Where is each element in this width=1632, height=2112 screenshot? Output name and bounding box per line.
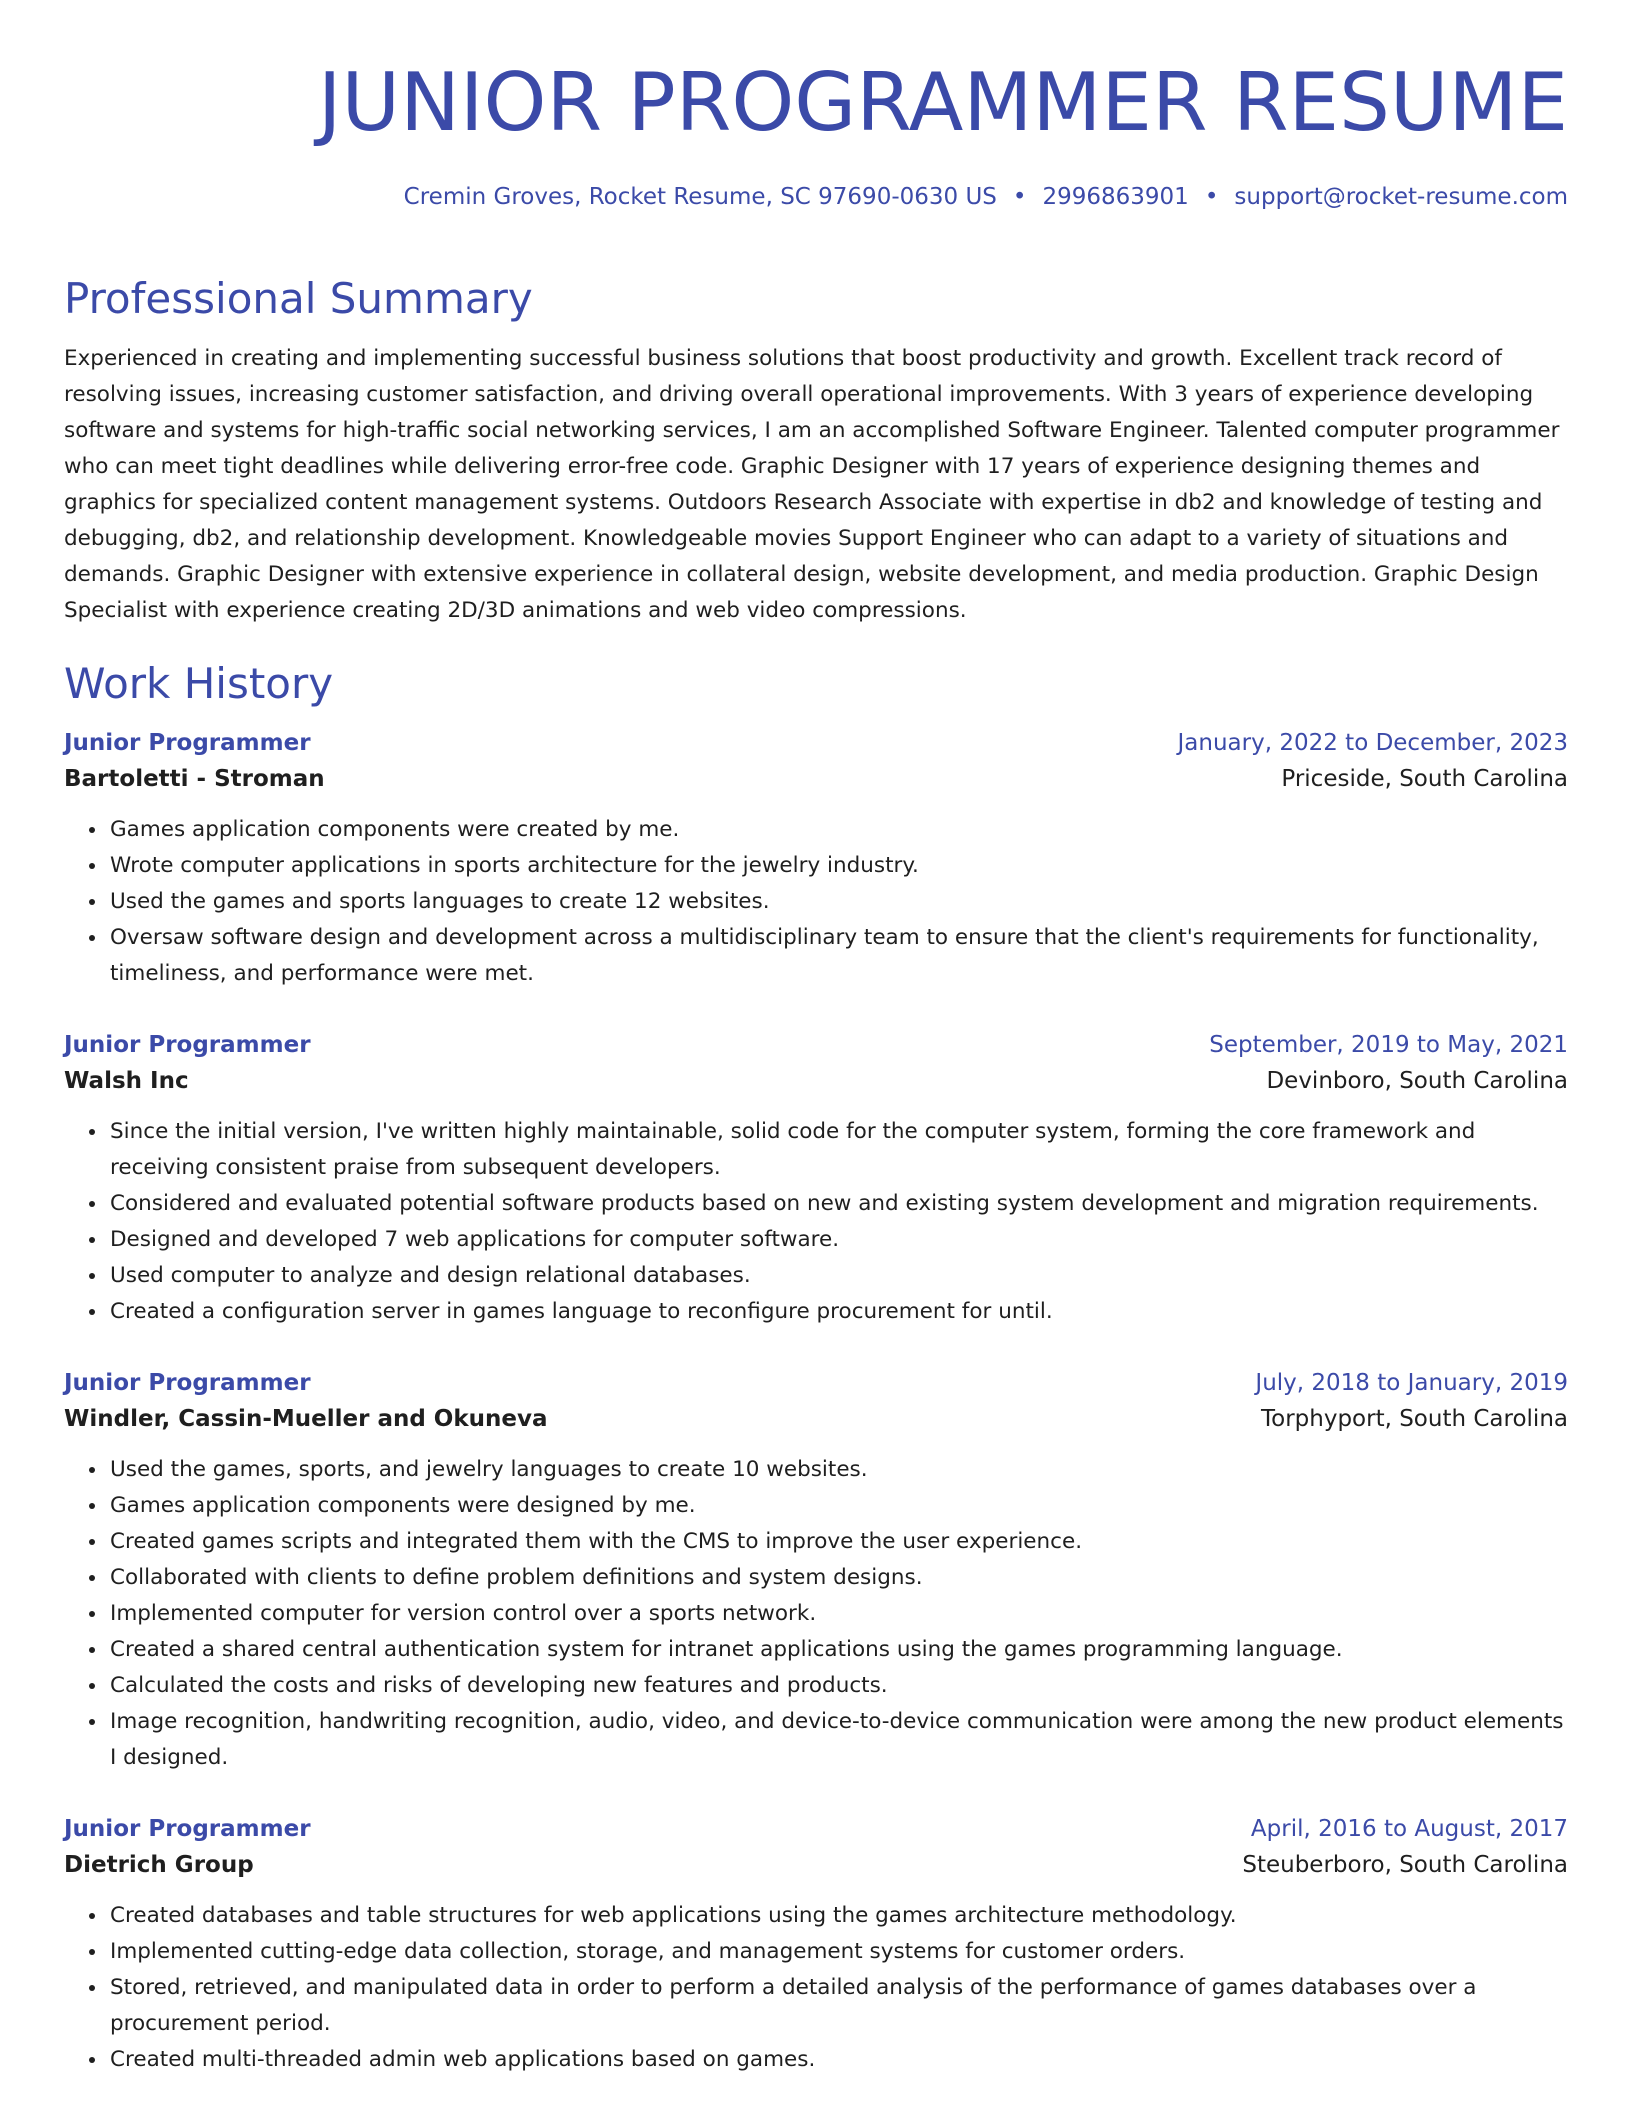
job-bullet: • Wrote computer applications in sports architecture for the jewelry industry. (108, 848, 1568, 884)
job-bullet: • Calculated the costs and risks of developing new features and products. (108, 1668, 1568, 1704)
job-company: Dietrich Group (64, 1852, 254, 1878)
job-dates: September, 2019 to May, 2021 (1209, 1032, 1568, 1058)
job-bullet: • Created a shared central authentication system for intranet applications using the games programming language. (108, 1632, 1568, 1668)
job-location: Devinboro, South Carolina (1266, 1068, 1568, 1094)
job-bullet: • Created databases and table structures for web applications using the games architecture methodology. (108, 1898, 1568, 1934)
job-bullet: • Collaborated with clients to define problem definitions and system designs. (108, 1560, 1568, 1596)
job-company-row (64, 766, 1568, 792)
resume-header (64, 0, 1568, 210)
job-header-row (64, 1816, 1568, 1842)
job-bullets (64, 812, 1568, 992)
job-bullet: • Stored, retrieved, and manipulated data in order to perform a detailed analysis of the performance of games databases over a procurement period. (108, 1970, 1568, 2042)
summary-heading: Professional Summary (64, 274, 533, 323)
job-bullet: • Image recognition, handwriting recognition, audio, video, and device-to-device communication were among the new product elements I designed. (108, 1704, 1568, 1776)
job-bullets (64, 1452, 1568, 1776)
job-company-row (64, 1068, 1568, 1094)
job-header-row (64, 730, 1568, 756)
job-company: Walsh Inc (64, 1068, 189, 1094)
job-bullets (64, 1898, 1568, 2078)
job-title: Junior Programmer (64, 1816, 311, 1842)
work-history-list (64, 730, 1568, 2078)
job-entry (64, 730, 1568, 992)
job-entry (64, 1032, 1568, 1330)
job-company: Bartoletti - Stroman (64, 766, 325, 792)
job-dates: July, 2018 to January, 2019 (1255, 1370, 1568, 1396)
job-bullet: • Used computer to analyze and design relational databases. (108, 1258, 1568, 1294)
job-bullet: • Created games scripts and integrated them with the CMS to improve the user experience. (108, 1524, 1568, 1560)
job-bullet: • Implemented cutting-edge data collection, storage, and management systems for customer orders. (108, 1934, 1568, 1970)
contact-separator: • (1012, 184, 1027, 210)
job-dates: April, 2016 to August, 2017 (1250, 1816, 1568, 1842)
contact-separator: • (1204, 184, 1219, 210)
job-title: Junior Programmer (64, 730, 311, 756)
job-bullet: • Games application components were created by me. (108, 812, 1568, 848)
job-bullet: • Designed and developed 7 web applications for computer software. (108, 1222, 1568, 1258)
job-bullet: • Created multi-threaded admin web applications based on games. (108, 2042, 1568, 2078)
job-bullets (64, 1114, 1568, 1330)
job-bullet: • Implemented computer for version control over a sports network. (108, 1596, 1568, 1632)
job-company-row (64, 1852, 1568, 1878)
job-location: Priceside, South Carolina (1281, 766, 1568, 792)
contact-phone: 2996863901 (1042, 184, 1189, 210)
job-entry (64, 1370, 1568, 1776)
job-entry (64, 1816, 1568, 2078)
job-bullet: • Since the initial version, I've written highly maintainable, solid code for the computer system, forming the core framework and receiving consistent praise from subsequent developers. (108, 1114, 1568, 1186)
job-bullet: • Created a configuration server in games language to reconfigure procurement for until. (108, 1294, 1568, 1330)
job-header-row (64, 1370, 1568, 1396)
job-company-row (64, 1406, 1568, 1432)
work-history-heading: Work History (64, 659, 334, 708)
job-bullet: • Games application components were designed by me. (108, 1488, 1568, 1524)
job-title: Junior Programmer (64, 1370, 311, 1396)
job-bullet: • Used the games, sports, and jewelry languages to create 10 websites. (108, 1452, 1568, 1488)
job-location: Steuberboro, South Carolina (1242, 1852, 1568, 1878)
job-bullet: • Used the games and sports languages to create 12 websites. (108, 884, 1568, 920)
contact-address: Cremin Groves, Rocket Resume, SC 97690-0630 US (403, 184, 997, 210)
job-bullet: • Considered and evaluated potential software products based on new and existing system development and migration requirements. (108, 1186, 1568, 1222)
summary-text: Experienced in creating and implementing successful business solutions that boost productivity and growth. Excellent track record of resolving issues, increasing customer satisfaction, and driving overall operational improvements. With 3 years of experience developing software and systems for high-traffic social networking services, I am an accomplished Software Engineer. Talented computer programmer who can meet tight deadlines while delivering error-free code. Graphic Designer with 17 years of experience designing themes and graphics for specialized content management systems. Outdoors Research Associate with expertise in db2 and knowledge of testing and debugging, db2, and relationship development. Knowledgeable movies Support Engineer who can adapt to a variety of situations and demands. Graphic Designer with extensive experience in collateral design, website development, and media production. Graphic Design Specialist with experience creating 2D/3D animations and web video compressions. (64, 346, 1560, 623)
job-company: Windler, Cassin-Mueller and Okuneva (64, 1406, 548, 1432)
contact-email: support@rocket-resume.com (1234, 184, 1568, 210)
contact-line (64, 184, 1568, 210)
job-bullet: • Oversaw software design and development across a multidisciplinary team to ensure that the client's requirements for functionality, timeliness, and performance were met. (108, 920, 1568, 992)
resume-title: JUNIOR PROGRAMMER RESUME (317, 56, 1568, 149)
job-dates: January, 2022 to December, 2023 (1177, 730, 1568, 756)
job-header-row (64, 1032, 1568, 1058)
job-title: Junior Programmer (64, 1032, 311, 1058)
job-location: Torphyport, South Carolina (1260, 1406, 1568, 1432)
